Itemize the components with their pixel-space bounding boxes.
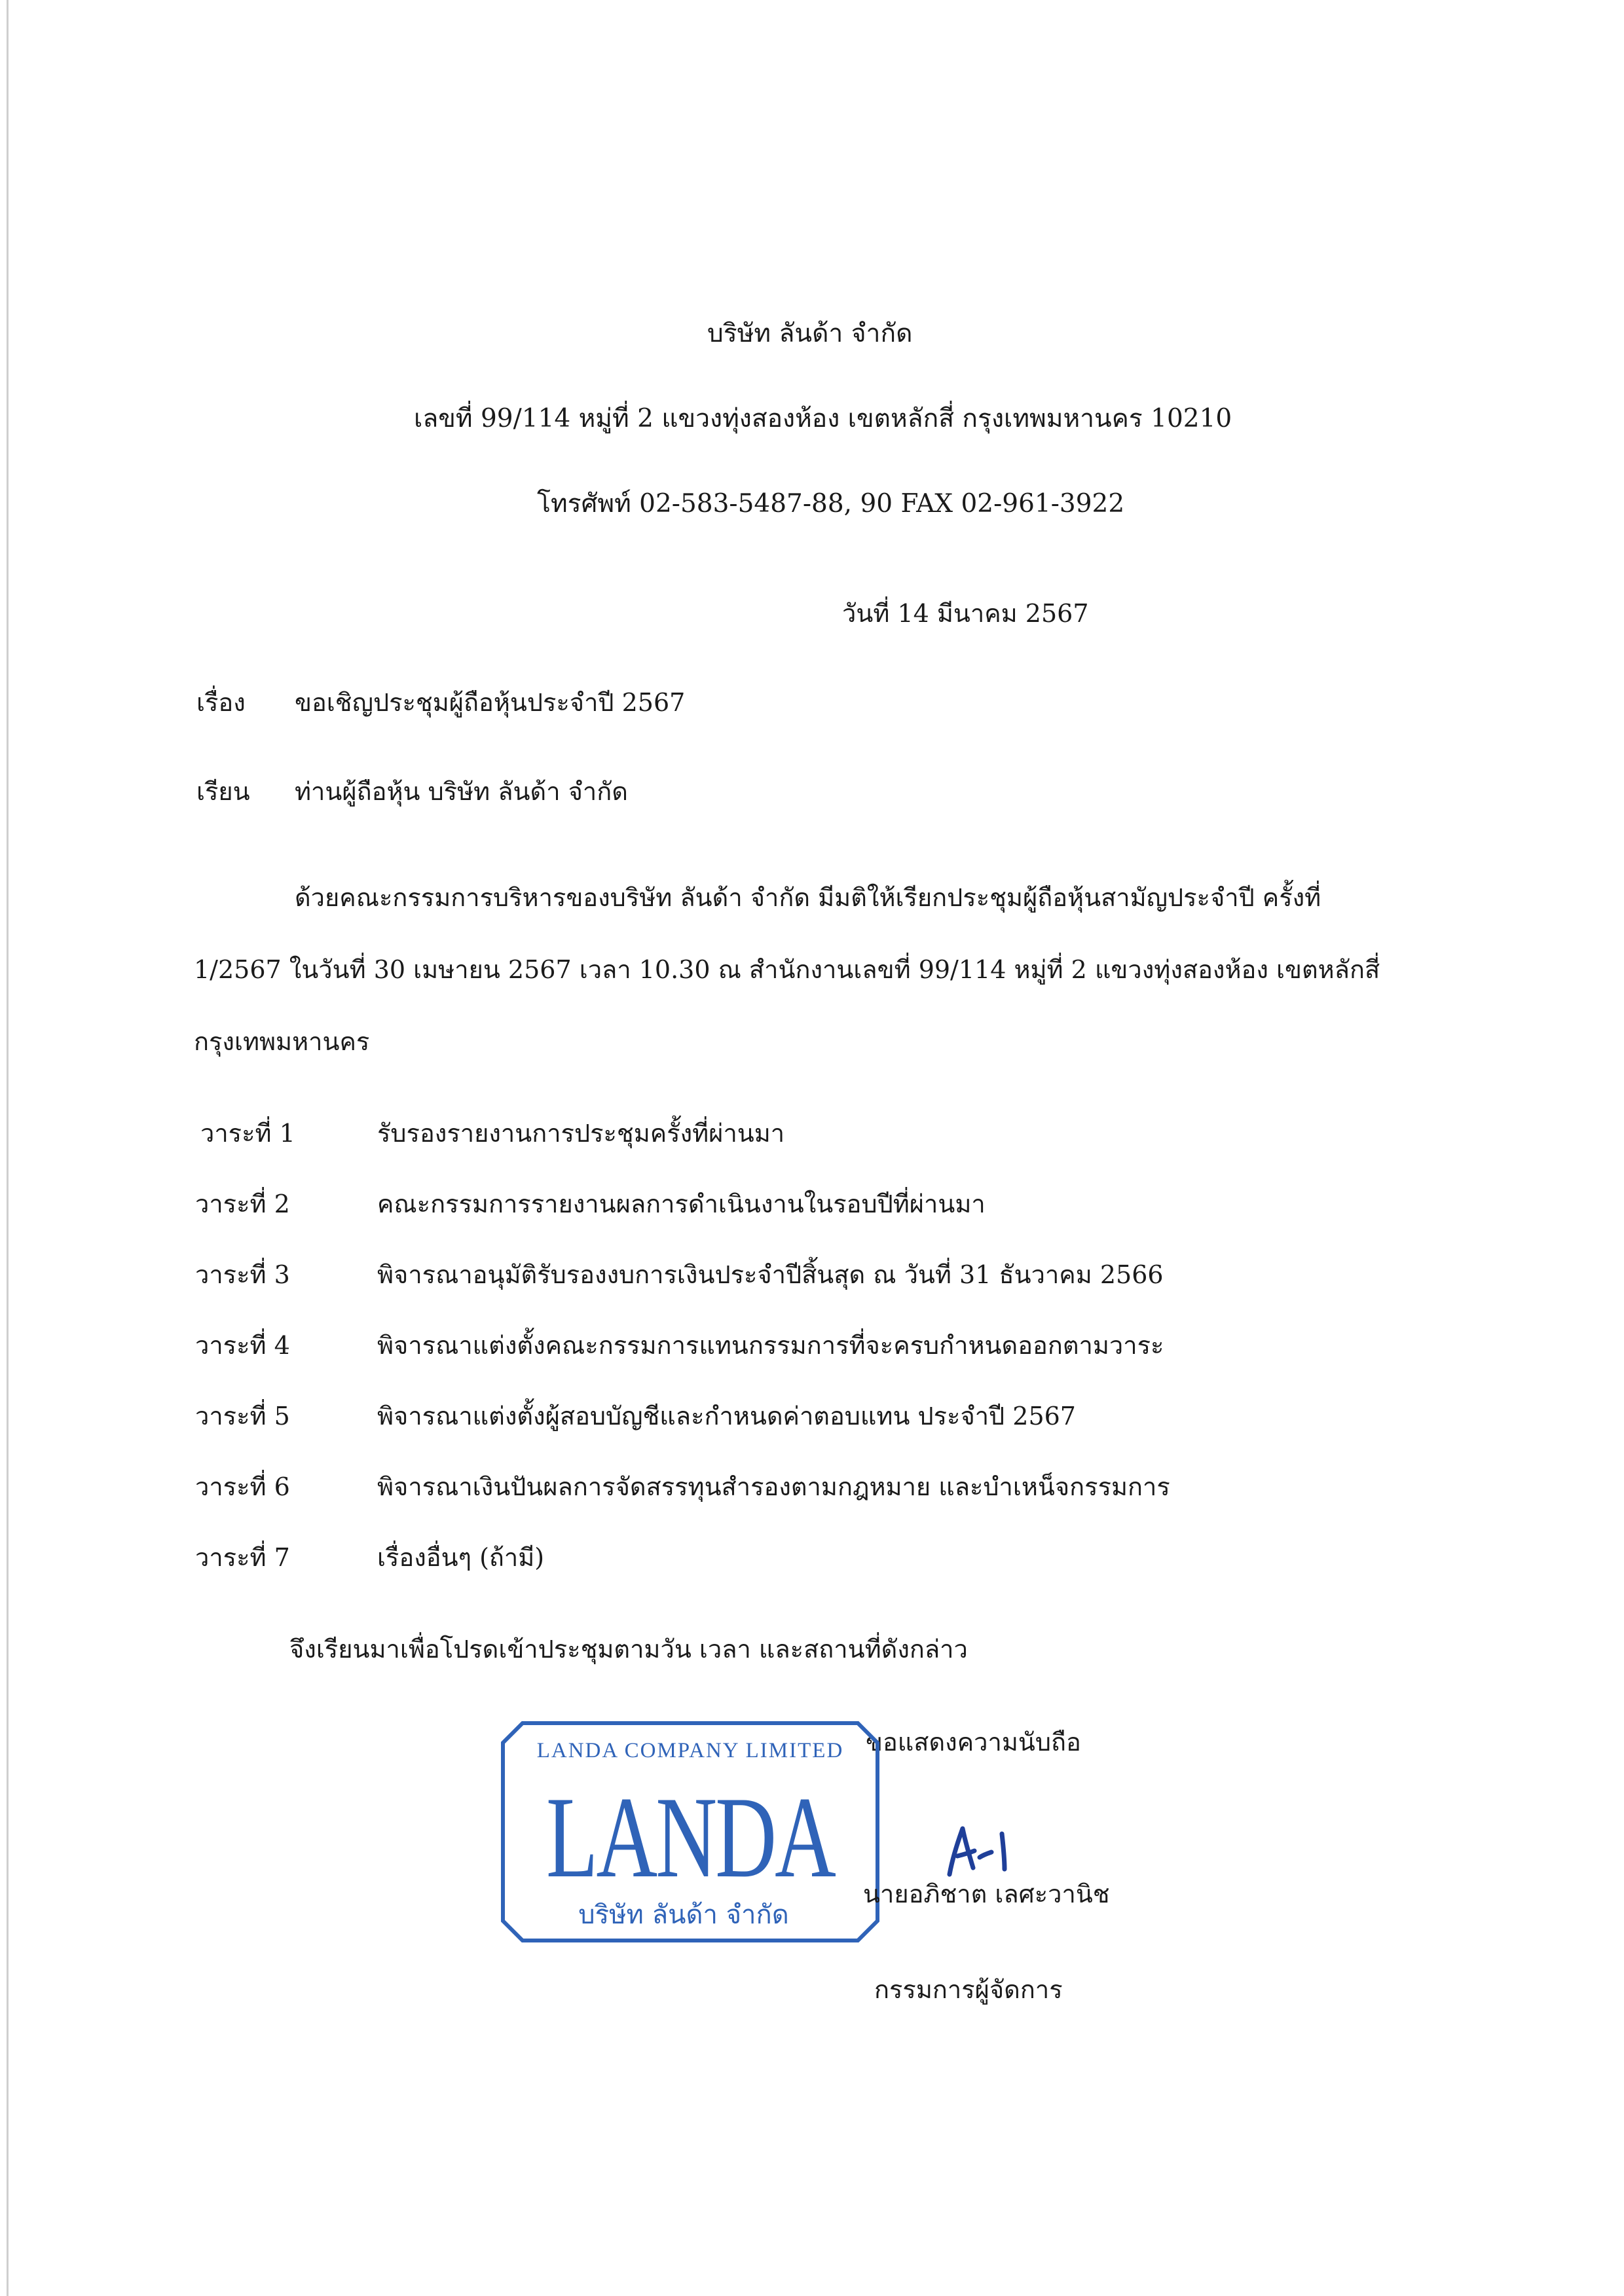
company-stamp <box>500 1721 880 1943</box>
company-name: บริษัท ลันด้า จำกัด <box>707 319 913 348</box>
agenda-label: วาระที่ 5 <box>195 1402 290 1430</box>
recipient-text: ท่านผู้ถือหุ้น บริษัท ลันด้า จำกัด <box>295 777 628 806</box>
scan-edge <box>7 0 9 2296</box>
body-line-1: ด้วยคณะกรรมการบริหารของบริษัท ลันด้า จำกัด มีมติให้เรียกประชุมผู้ถือหุ้นสามัญประจำปี ครั้งที่ <box>295 883 1321 912</box>
stamp-top-text: LANDA COMPANY LIMITED <box>536 1739 844 1762</box>
company-contact: โทรศัพท์ 02-583-5487-88, 90 FAX 02-961-3922 <box>537 489 1125 519</box>
signature <box>943 1817 1022 1889</box>
agenda-label: วาระที่ 7 <box>195 1543 290 1572</box>
agenda-text: เรื่องอื่นๆ (ถ้ามี) <box>377 1543 545 1572</box>
signatory-title: กรรมการผู้จัดการ <box>874 1975 1063 2004</box>
agenda-label: วาระที่ 2 <box>195 1190 290 1218</box>
agenda-label: วาระที่ 1 <box>200 1119 295 1148</box>
agenda-text: คณะกรรมการรายงานผลการดำเนินงานในรอบปีที่ผ่านมา <box>377 1190 986 1218</box>
agenda-text: พิจารณาแต่งตั้งผู้สอบบัญชีและกำหนดค่าตอบแทน ประจำปี 2567 <box>377 1402 1076 1430</box>
agenda-text: พิจารณาเงินปันผลการจัดสรรทุนสำรองตามกฎหมาย และบำเหน็จกรรมการ <box>377 1472 1170 1501</box>
agenda-label: วาระที่ 3 <box>195 1260 290 1289</box>
company-address: เลขที่ 99/114 หมู่ที่ 2 แขวงทุ่งสองห้อง เขตหลักสี่ กรุงเทพมหานคร 10210 <box>414 404 1232 433</box>
agenda-text: พิจารณาอนุมัติรับรองงบการเงินประจำปีสิ้นสุด ณ วันที่ 31 ธันวาคม 2566 <box>377 1260 1164 1289</box>
body-line-3: กรุงเทพมหานคร <box>194 1027 370 1056</box>
subject-label: เรื่อง <box>196 688 246 717</box>
regards-text: ขอแสดงความนับถือ <box>866 1728 1081 1757</box>
subject-text: ขอเชิญประชุมผู้ถือหุ้นประจำปี 2567 <box>295 688 686 717</box>
agenda-text: รับรองรายงานการประชุมครั้งที่ผ่านมา <box>377 1119 785 1148</box>
agenda-label: วาระที่ 6 <box>195 1472 290 1501</box>
recipient-label: เรียน <box>196 777 250 806</box>
closing-text: จึงเรียนมาเพื่อโปรดเข้าประชุมตามวัน เวลา และสถานที่ดังกล่าว <box>289 1635 968 1664</box>
stamp-bottom-text: บริษัท ลันด้า จำกัด <box>578 1900 789 1930</box>
stamp-big-text: LANDA <box>546 1772 836 1902</box>
signatory-name: นายอภิชาต เลศะวานิช <box>863 1880 1110 1908</box>
letter-date: วันที่ 14 มีนาคม 2567 <box>842 599 1089 628</box>
body-line-2: 1/2567 ในวันที่ 30 เมษายน 2567 เวลา 10.30 ณ สำนักงานเลขที่ 99/114 หมู่ที่ 2 แขวงทุ่งสองห้อง เขตหลักสี่ <box>194 955 1380 984</box>
agenda-label: วาระที่ 4 <box>195 1331 290 1360</box>
agenda-text: พิจารณาแต่งตั้งคณะกรรมการแทนกรรมการที่จะครบกำหนดออกตามวาระ <box>377 1331 1164 1360</box>
